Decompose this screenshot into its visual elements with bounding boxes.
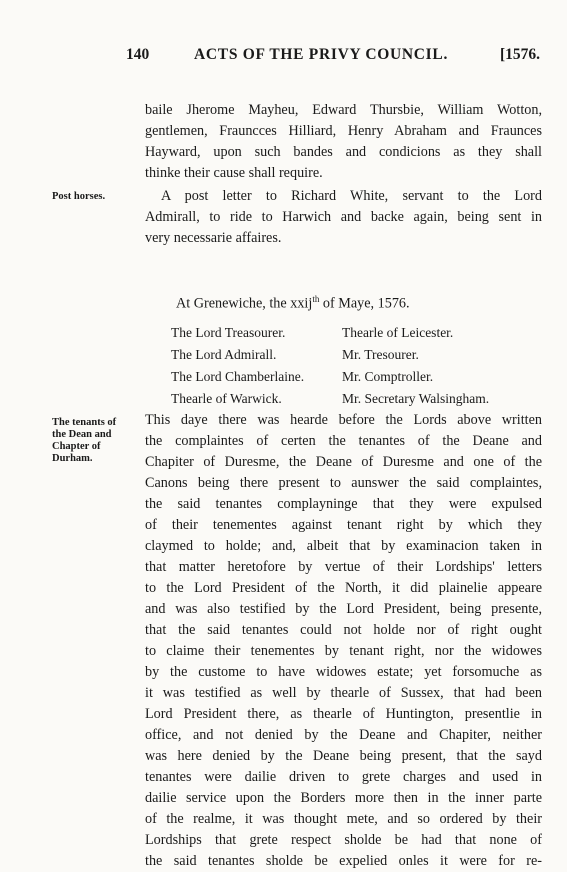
text-line: by the custome to have widowes estate; yet forsomuche as — [145, 664, 542, 680]
text-line: very necessarie affaires. — [145, 230, 282, 246]
paragraph-durham — [145, 410, 542, 872]
text-line: the complaintes of certen the tenantes of the Deane and — [145, 433, 542, 449]
text-line: baile Jherome Mayheu, Edward Thursbie, William Wotton, — [145, 102, 542, 118]
text-line: Chapiter of Duresme, the Deane of Duresme and one of the — [145, 454, 542, 470]
text-line: Admirall, to ride to Harwich and backe again, being sent in — [145, 209, 542, 225]
margin-note-durham-tenants: The tenants of the Dean and Chapter of Durham. — [52, 417, 117, 464]
text-line: the said tenantes sholde be expelied onles it were for re- — [145, 853, 542, 869]
page-number: 140 — [126, 46, 150, 63]
text-line: of their tenementes against tenant right by which they — [145, 517, 542, 533]
attendance-row: The Lord Treasourer. Thearle of Leicester. — [171, 325, 454, 340]
text-line: Lord President there, as thearle of Huntington, presentlie in — [145, 706, 542, 722]
text-line: that the said tenantes could not holde nor of right ought — [145, 622, 542, 638]
text-line: to the Lord President of the North, it did plainelie appeare — [145, 580, 542, 596]
text-line: that matter heretofore by vertue of their Lordships' letters — [145, 559, 542, 575]
text-line: it was testified as well by thearle of Sussex, that had been — [145, 685, 542, 701]
text-line: the said tenantes complayninge that they were expulsed — [145, 496, 542, 512]
running-header — [120, 46, 540, 70]
text-line: office, and not denied by the Deane and Chapiter, neither — [145, 727, 542, 743]
running-year: [1576. — [499, 46, 540, 63]
session-heading: At Grenewiche, the xxij$^{th}$ of Maye, 1576. — [176, 294, 410, 312]
text-line: of the realme, it was thought mete, and so ordered by their — [145, 811, 542, 827]
text-line: A post letter to Richard White, servant to the Lord — [161, 188, 542, 204]
text-line: This daye there was hearde before the Lords above written — [145, 412, 542, 428]
paragraph-sureties — [145, 100, 542, 184]
text-line: to claime their tenementes by tenant right, nor the widowes — [145, 643, 542, 659]
text-line: dailie service upon the Borders more then in the inner parte — [145, 790, 542, 806]
running-title: ACTS OF THE PRIVY COUNCIL. — [194, 46, 449, 63]
text-line: Lordships that grete respect sholde be had that none of — [145, 832, 542, 848]
text-line: Canons being there present to aunswer the said complaintes, — [145, 475, 542, 491]
attendance-row: The Lord Chamberlaine. Mr. Comptroller. — [171, 369, 434, 384]
attendance-row: Thearle of Warwick. Mr. Secretary Walsingham. — [171, 391, 490, 406]
paragraph-post-letter — [145, 186, 542, 249]
text-line: tenantes were dailie driven to grete charges and used in — [145, 769, 542, 785]
margin-note-post-horses: Post horses. — [52, 191, 106, 202]
attendance-list — [171, 322, 541, 410]
text-line: was here denied by the Deane being present, that the sayd — [145, 748, 542, 764]
text-line: Hayward, upon such bandes and condicions as they shall — [145, 144, 542, 160]
text-line: and was also testified by the Lord President, being presente, — [145, 601, 542, 617]
text-line: claymed to holde; and, albeit that by examinacion taken in — [145, 538, 542, 554]
text-line: gentlemen, Frauncces Hilliard, Henry Abraham and Fraunces — [145, 123, 542, 139]
attendance-row: The Lord Admirall. Mr. Tresourer. — [171, 347, 419, 362]
text-line: thinke their cause shall require. — [145, 165, 323, 181]
